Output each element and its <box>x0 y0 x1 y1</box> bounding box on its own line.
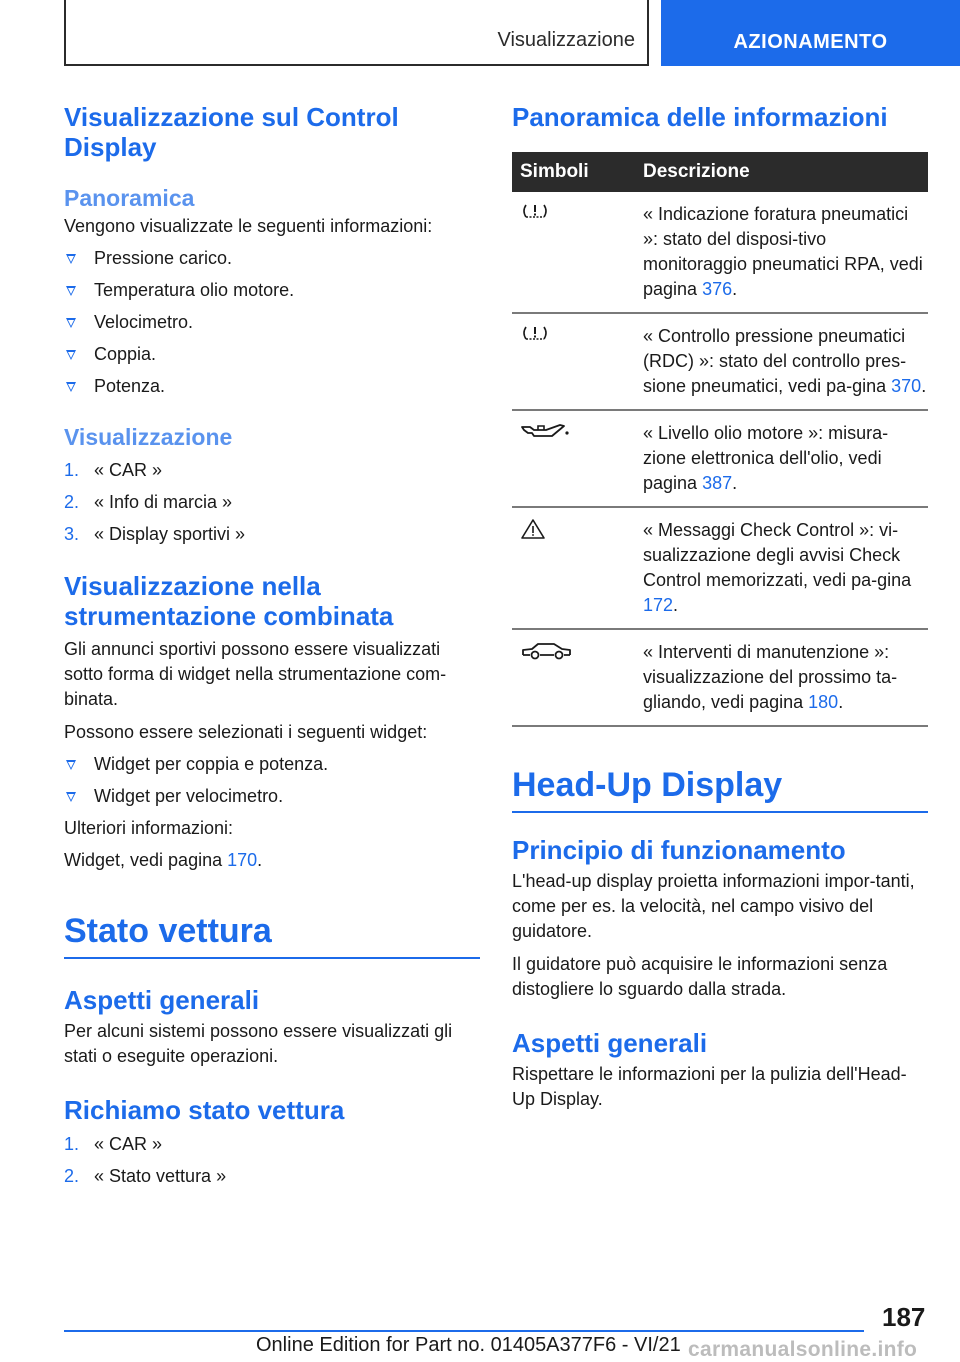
triangle-bullet-icon <box>66 382 76 392</box>
heading-stato-vettura: Stato vettura <box>64 912 272 950</box>
header-section-title: Visualizzazione <box>497 29 635 51</box>
triangle-bullet-icon <box>66 286 76 296</box>
left-column <box>64 102 480 1189</box>
footer-edition: Online Edition for Part no. 01405A377F6 - VI/21 <box>256 1334 681 1356</box>
table-row <box>512 192 928 314</box>
page-link[interactable]: 387 <box>702 473 733 493</box>
table-cell-description: « Controllo pressione pneumatici (RDC) »: stato del controllo pres-sione pneumatici, vedi pa-gina 370. <box>643 326 927 396</box>
header-chapter-tab: AZIONAMENTO <box>661 0 960 66</box>
heading-head-up-display: Head-Up Display <box>512 766 783 804</box>
list-item: Potenza. <box>64 374 480 399</box>
table-cell-description: « Indicazione foratura pneumatici »: stato del disposi-tivo monitoraggio pneumatici RPA, vedi pagina 376. <box>643 204 923 299</box>
table-cell-description: « Interventi di manutenzione »: visualizzazione del prossimo ta-gliando, vedi pagina 180. <box>643 642 898 712</box>
widget-list <box>64 752 480 809</box>
heading-visualizzazione: Visualizzazione <box>64 424 233 450</box>
panoramica-intro: Vengono visualizzate le seguenti informazioni: <box>64 216 433 236</box>
list-item: 1. « CAR » <box>64 460 163 480</box>
visualizzazione-steps <box>64 458 480 547</box>
triangle-bullet-icon <box>66 792 76 802</box>
triangle-bullet-icon <box>66 318 76 328</box>
list-item: Temperatura olio motore. <box>64 278 480 303</box>
triangle-bullet-icon <box>66 254 76 264</box>
heading-aspetti-generali-hud: Aspetti generali <box>512 1028 708 1058</box>
widget-reference: Widget, vedi pagina 170. <box>64 850 263 870</box>
heading-panoramica: Panoramica <box>64 185 195 211</box>
info-table <box>512 152 928 727</box>
watermark: carmanualsonline.info <box>688 1338 918 1361</box>
triangle-bullet-icon <box>66 350 76 360</box>
heading-aspetti-generali: Aspetti generali <box>64 985 260 1015</box>
table-row <box>512 630 928 727</box>
list-item: 1. « CAR » <box>64 1134 163 1154</box>
page-link[interactable]: 170 <box>227 850 258 870</box>
table-cell-description: « Messaggi Check Control »: vi-sualizzazione degli avvisi Check Control memorizzati, vedi pa-gina 172. <box>643 520 912 615</box>
heading-strumentazione: Visualizzazione nella strumentazione combinata <box>64 571 394 631</box>
column-header-symbols: Simboli <box>520 161 589 182</box>
table-header <box>512 152 928 192</box>
page-number: 187 <box>882 1302 926 1332</box>
table-row <box>512 314 928 411</box>
list-item: Velocimetro. <box>64 310 480 335</box>
aspetti-hud-paragraph: Rispettare le informazioni per la pulizia dell'Head-Up Display. <box>512 1064 907 1109</box>
list-item: 3. « Display sportivi » <box>64 524 246 544</box>
tire-warning-icon <box>520 202 550 222</box>
page-link[interactable]: 376 <box>702 279 733 299</box>
heading-control-display: Visualizzazione sul Control Display <box>64 102 399 162</box>
list-item: Coppia. <box>64 342 480 367</box>
section-rule <box>64 957 480 959</box>
list-item: 2. « Stato vettura » <box>64 1166 227 1186</box>
principio-paragraph-1: L'head-up display proietta informazioni impor-tanti, come per es. la velocità, nel campo visivo del guidatore. <box>512 871 915 941</box>
richiamo-steps <box>64 1132 480 1189</box>
strumentazione-paragraph: Gli annunci sportivi possono essere visualizzati sotto forma di widget nella strumentazione com-binata. <box>64 639 447 709</box>
section-rule <box>512 811 928 813</box>
oil-can-icon <box>520 421 572 443</box>
page-link[interactable]: 172 <box>643 595 674 615</box>
header-box <box>64 0 649 66</box>
car-service-icon <box>520 640 574 662</box>
heading-richiamo: Richiamo stato vettura <box>64 1095 345 1125</box>
page-link[interactable]: 180 <box>808 692 839 712</box>
table-row <box>512 508 928 630</box>
list-item: Widget per coppia e potenza. <box>64 752 480 777</box>
principio-paragraph-2: Il guidatore può acquisire le informazioni senza distogliere lo sguardo dalla strada. <box>512 954 888 999</box>
right-column <box>512 102 928 1112</box>
table-cell-description: « Livello olio motore »: misura-zione elettronica dell'olio, vedi pagina 387. <box>643 423 889 493</box>
heading-principio: Principio di funzionamento <box>512 835 846 865</box>
triangle-bullet-icon <box>66 760 76 770</box>
footer-rule <box>64 1330 864 1332</box>
list-item: Pressione carico. <box>64 246 480 271</box>
heading-panoramica-informazioni: Panoramica delle informazioni <box>512 102 888 132</box>
ulteriori-label: Ulteriori informazioni: <box>64 818 234 838</box>
tire-pressure-icon <box>520 324 550 344</box>
warning-triangle-icon <box>520 518 546 540</box>
table-row <box>512 411 928 508</box>
list-item: Widget per velocimetro. <box>64 784 480 809</box>
list-item: 2. « Info di marcia » <box>64 492 233 512</box>
aspetti-paragraph: Per alcuni sistemi possono essere visualizzati gli stati o eseguite operazioni. <box>64 1021 453 1066</box>
panoramica-list <box>64 246 480 399</box>
strumentazione-widgets-intro: Possono essere selezionati i seguenti widget: <box>64 722 428 742</box>
page-link[interactable]: 370 <box>891 376 922 396</box>
column-header-description: Descrizione <box>643 161 750 182</box>
